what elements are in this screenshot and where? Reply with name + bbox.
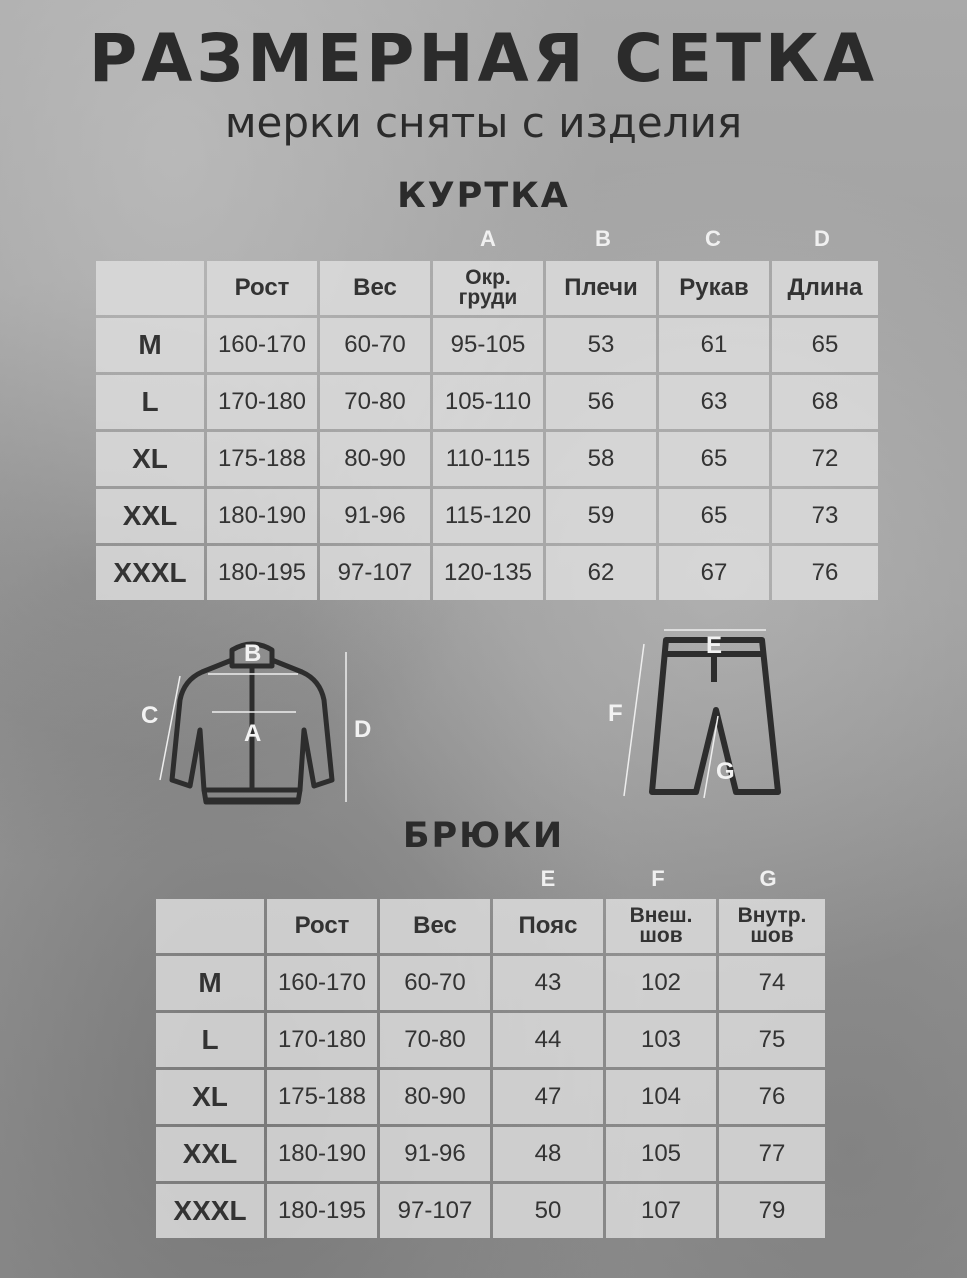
- jacket-value-cell: 56: [546, 375, 656, 429]
- pants-value-cell: 75: [719, 1013, 825, 1067]
- pants-value-cell: 70-80: [380, 1013, 490, 1067]
- pants-label-g: G: [716, 758, 735, 785]
- jacket-value-cell: 180-190: [207, 489, 317, 543]
- jacket-header-cell: Окр. груди: [433, 261, 543, 315]
- pants-header-cell: Рост: [267, 899, 377, 953]
- jacket-value-cell: 115-120: [433, 489, 543, 543]
- jacket-value-cell: 65: [659, 432, 769, 486]
- jacket-size-cell: L: [96, 375, 204, 429]
- pants-value-cell: 170-180: [267, 1013, 377, 1067]
- jacket-value-cell: 61: [659, 318, 769, 372]
- pants-size-cell: XXXL: [156, 1184, 264, 1238]
- pants-value-cell: 105: [606, 1127, 716, 1181]
- jacket-value-cell: 67: [659, 546, 769, 600]
- jacket-label-b: B: [244, 640, 262, 667]
- pants-label-e: E: [706, 632, 723, 659]
- pants-value-cell: 160-170: [267, 956, 377, 1010]
- pants-value-cell: 91-96: [380, 1127, 490, 1181]
- pants-value-cell: 103: [606, 1013, 716, 1067]
- jacket-header-row: [96, 261, 878, 315]
- jacket-size-cell: M: [96, 318, 204, 372]
- pants-header-row: [156, 899, 825, 953]
- jacket-size-table: [93, 258, 881, 603]
- jacket-value-cell: 73: [772, 489, 878, 543]
- pants-value-cell: 74: [719, 956, 825, 1010]
- pants-label-f: F: [608, 700, 623, 727]
- pants-value-cell: 50: [493, 1184, 603, 1238]
- jacket-letter-a: A: [480, 226, 496, 251]
- pants-letter-g: G: [759, 866, 777, 891]
- jacket-value-cell: 68: [772, 375, 878, 429]
- pants-value-cell: 175-188: [267, 1070, 377, 1124]
- pants-table-row: [156, 1013, 825, 1067]
- jacket-letter-d: D: [814, 226, 830, 251]
- jacket-value-cell: 95-105: [433, 318, 543, 372]
- jacket-table-row: [96, 489, 878, 543]
- pants-header-cell: Пояс: [493, 899, 603, 953]
- jacket-table-row: [96, 318, 878, 372]
- pants-value-cell: 60-70: [380, 956, 490, 1010]
- jacket-value-cell: 76: [772, 546, 878, 600]
- pants-section-title: БРЮКИ: [402, 816, 565, 856]
- jacket-label-c: C: [141, 702, 159, 729]
- pants-value-cell: 43: [493, 956, 603, 1010]
- jacket-value-cell: 105-110: [433, 375, 543, 429]
- jacket-value-cell: 53: [546, 318, 656, 372]
- jacket-header-cell: Длина: [772, 261, 878, 315]
- pants-value-cell: 48: [493, 1127, 603, 1181]
- jacket-header-cell: Рост: [207, 261, 317, 315]
- pants-value-cell: 79: [719, 1184, 825, 1238]
- jacket-value-cell: 170-180: [207, 375, 317, 429]
- pants-value-cell: 107: [606, 1184, 716, 1238]
- pants-size-cell: XL: [156, 1070, 264, 1124]
- pants-letter-f: F: [651, 866, 665, 891]
- jacket-value-cell: 65: [772, 318, 878, 372]
- jacket-value-cell: 175-188: [207, 432, 317, 486]
- pants-value-cell: 47: [493, 1070, 603, 1124]
- pants-header-cell: Внеш. шов: [606, 899, 716, 953]
- jacket-size-cell: XL: [96, 432, 204, 486]
- jacket-label-d: D: [354, 716, 372, 743]
- pants-size-cell: L: [156, 1013, 264, 1067]
- pants-diagram: [600, 620, 800, 810]
- pants-value-cell: 104: [606, 1070, 716, 1124]
- page-title: РАЗМЕРНАЯ СЕТКА: [88, 20, 879, 97]
- pants-letter-e: E: [540, 866, 556, 891]
- jacket-value-cell: 58: [546, 432, 656, 486]
- jacket-table-row: [96, 375, 878, 429]
- pants-header-cell: Внутр. шов: [719, 899, 825, 953]
- pants-table-row: [156, 1184, 825, 1238]
- jacket-value-cell: 62: [546, 546, 656, 600]
- jacket-value-cell: 160-170: [207, 318, 317, 372]
- jacket-header-cell: [96, 261, 204, 315]
- jacket-value-cell: 72: [772, 432, 878, 486]
- jacket-table-row: [96, 432, 878, 486]
- pants-size-table: [153, 896, 828, 1241]
- pants-outseam-measure-line: [624, 644, 644, 796]
- jacket-header-cell: Рукав: [659, 261, 769, 315]
- pants-value-cell: 76: [719, 1070, 825, 1124]
- pants-table-row: [156, 1127, 825, 1181]
- jacket-value-cell: 91-96: [320, 489, 430, 543]
- jacket-letter-c: C: [705, 226, 721, 251]
- jacket-value-cell: 63: [659, 375, 769, 429]
- jacket-value-cell: 59: [546, 489, 656, 543]
- pants-header-cell: Вес: [380, 899, 490, 953]
- jacket-value-cell: 120-135: [433, 546, 543, 600]
- pants-value-cell: 180-195: [267, 1184, 377, 1238]
- jacket-header-cell: Плечи: [546, 261, 656, 315]
- pants-value-cell: 102: [606, 956, 716, 1010]
- pants-value-cell: 44: [493, 1013, 603, 1067]
- pants-size-cell: XXL: [156, 1127, 264, 1181]
- jacket-letter-b: B: [595, 226, 611, 251]
- pants-header-cell: [156, 899, 264, 953]
- pants-value-cell: 180-190: [267, 1127, 377, 1181]
- jacket-size-cell: XXXL: [96, 546, 204, 600]
- jacket-size-cell: XXL: [96, 489, 204, 543]
- pants-column-letters: [0, 866, 967, 896]
- jacket-value-cell: 110-115: [433, 432, 543, 486]
- jacket-value-cell: 70-80: [320, 375, 430, 429]
- pants-value-cell: 97-107: [380, 1184, 490, 1238]
- pants-outline-icon: [652, 640, 778, 792]
- jacket-section-title: КУРТКА: [397, 176, 570, 216]
- jacket-value-cell: 180-195: [207, 546, 317, 600]
- jacket-label-a: A: [244, 720, 262, 747]
- jacket-value-cell: 97-107: [320, 546, 430, 600]
- jacket-value-cell: 60-70: [320, 318, 430, 372]
- jacket-value-cell: 65: [659, 489, 769, 543]
- jacket-table-row: [96, 546, 878, 600]
- pants-value-cell: 80-90: [380, 1070, 490, 1124]
- pants-table-row: [156, 956, 825, 1010]
- pants-table-row: [156, 1070, 825, 1124]
- page-subtitle: мерки сняты с изделия: [224, 98, 743, 147]
- jacket-header-cell: Вес: [320, 261, 430, 315]
- jacket-value-cell: 80-90: [320, 432, 430, 486]
- pants-value-cell: 77: [719, 1127, 825, 1181]
- jacket-column-letters: [0, 226, 967, 256]
- pants-size-cell: M: [156, 956, 264, 1010]
